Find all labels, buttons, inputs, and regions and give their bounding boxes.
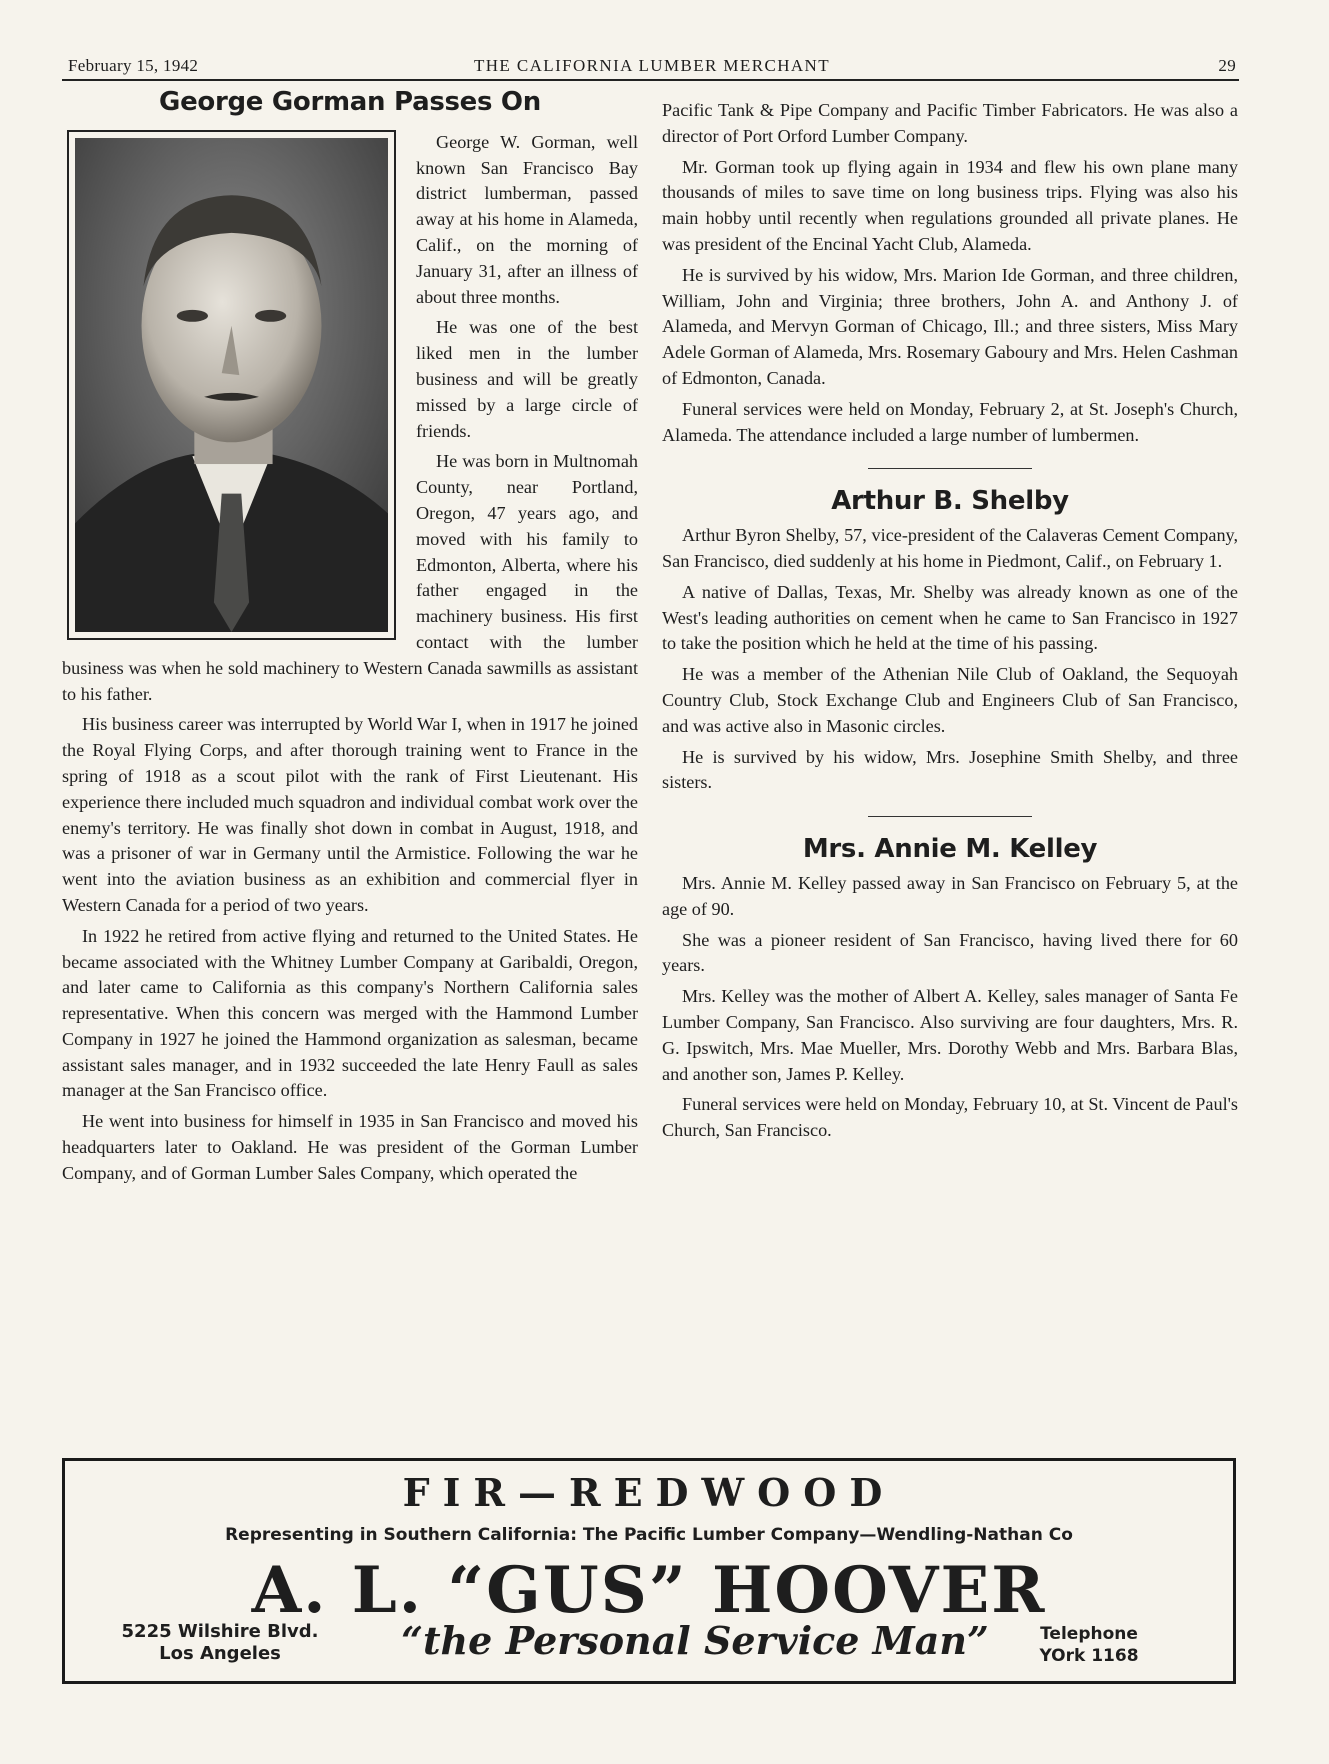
- ad-phone-number: YOrk 1168: [1039, 1646, 1139, 1666]
- portrait-photo: [75, 138, 388, 632]
- kelley-paragraph: Mrs. Annie M. Kelley passed away in San Francisco on February 5, at the age of 90.: [662, 872, 1238, 919]
- gorman-paragraph: In 1922 he retired from active flying and returned to the United States. He became associated with the Whitney Lumber Company at Garibaldi, Oregon, and later came to California as this company's Northern California sales representative. When this concern was merged with the Hammond Lumber Company in 1927 he joined the Hammond organization as salesman, became assistant sales manager, and in 1932 succeeded the late Henry Faull as sales manager at the San Francisco office.: [62, 925, 638, 1101]
- shelby-paragraph: Arthur Byron Shelby, 57, vice-president of the Calaveras Cement Company, San Francisco, died suddenly at his home in Piedmont, Calif., on February 1.: [662, 525, 1238, 571]
- shelby-title: Arthur B. Shelby: [831, 486, 1069, 517]
- section-divider: [868, 816, 1032, 817]
- right-column: [662, 98, 1238, 1149]
- header-rule: [62, 79, 1239, 81]
- gorman-paragraph: His business career was interrupted by World War I, when in 1917 he joined the Royal Flying Corps, and after thorough training went to France in the spring of 1918 as a scout pilot with the rank of First Lieutenant. His experience there included much squadron and individual combat work over the enemy's territory. He was finally shot down in combat in August, 1918, and was a prisoner of war in Germany until the Armistice. Following the war he went into the aviation business as an exhibition and commercial flyer in Western Canada for a period of two years.: [62, 714, 638, 915]
- kelley-title: Mrs. Annie M. Kelley: [802, 834, 1098, 865]
- issue-date: February 15, 1942: [68, 56, 199, 75]
- running-header: [68, 54, 1236, 78]
- shelby-paragraph: A native of Dallas, Texas, Mr. Shelby was already known as one of the West's leading authorities on cement when he came to San Francisco in 1927 to take the position which he held at the time of his passing.: [662, 581, 1238, 654]
- ad-representing: Representing in Southern California: The Pacific Lumber Company—Wendling-Nathan Co: [225, 1525, 1073, 1545]
- ad-address: [105, 1621, 335, 1665]
- ad-phone: [989, 1623, 1189, 1667]
- ad-phone-label: Telephone: [1040, 1624, 1138, 1644]
- shelby-paragraph: He is survived by his widow, Mrs. Josephine Smith Shelby, and three sisters.: [662, 746, 1238, 793]
- kelley-paragraph: Funeral services were held on Monday, February 10, at St. Vincent de Paul's Church, San Francisco.: [662, 1094, 1238, 1141]
- section-divider: [868, 468, 1032, 469]
- gorman-paragraph: He was born in Multnomah County, near Portland, Oregon, 47 years ago, and moved with his family to Edmonton, Alberta, where his father engaged in the machinery business. His first contact with the lumber business was when he sold machinery to Western Canada sawmills as assistant to his father.: [62, 451, 638, 704]
- gorman-continued-paragraph: He is survived by his widow, Mrs. Marion Ide Gorman, and three children, William, John and Virginia; three brothers, John A. and Anthony J. of Alameda, and Mervyn Gorman of Chicago, Ill.; and three sisters, Miss Mary Adele Gorman of Alameda, Mrs. Rosemary Gaboury and Mrs. Helen Cashman of Edmonton, Canada.: [662, 264, 1238, 388]
- publication-title: THE CALIFORNIA LUMBER MERCHANT: [473, 56, 831, 75]
- gorman-paragraph: He went into business for himself in 1935 in San Francisco and moved his headquarters later to Oakland. He was president of the Gorman Lumber Company, and of Gorman Lumber Sales Company, which operated the: [62, 1111, 638, 1183]
- ad-address-city: Los Angeles: [159, 1643, 281, 1664]
- kelley-paragraph: Mrs. Kelley was the mother of Albert A. Kelley, sales manager of Santa Fe Lumber Company, San Francisco. Also surviving are four daughters, Mrs. R. G. Ipswitch, Mrs. Mae Mueller, Mrs. Dorothy Webb and Mrs. Barbara Blas, and another son, James P. Kelley.: [662, 986, 1238, 1084]
- gorman-continued-paragraph: Mr. Gorman took up flying again in 1934 and flew his own plane many thousands of miles to save time on long business trips. Flying was also his main hobby until recently when regulations grounded all private planes. He was president of the Encinal Yacht Club, Alameda.: [662, 156, 1238, 254]
- ad-headline: FIR—REDWOOD: [402, 1470, 896, 1515]
- gorman-paragraph: George W. Gorman, well known San Francisco Bay district lumberman, passed away at his home in Alameda, Calif., on the morning of January 31, after an illness of about three months.: [416, 131, 638, 307]
- shelby-paragraph: He was a member of the Athenian Nile Club of Oakland, the Sequoyah Country Club, Stock Exchange Club and Engineers Club of San Francisco, and was active also in Masonic circles.: [662, 664, 1238, 736]
- hoover-advertisement: [62, 1458, 1236, 1684]
- kelley-paragraph: She was a pioneer resident of San Francisco, having lived there for 60 years.: [662, 929, 1238, 976]
- gorman-portrait: [67, 130, 396, 640]
- ad-address-street: 5225 Wilshire Blvd.: [121, 1621, 319, 1642]
- left-column: [62, 87, 638, 1192]
- gorman-title: George Gorman Passes On: [159, 87, 541, 117]
- ad-slogan: “the Personal Service Man”: [401, 1618, 989, 1663]
- gorman-continued-paragraph: Pacific Tank & Pipe Company and Pacific Timber Fabricators. He was also a director of Port Orford Lumber Company.: [662, 100, 1238, 146]
- ad-name: A. L. “GUS” HOOVER: [251, 1553, 1047, 1628]
- gorman-paragraph: He was one of the best liked men in the lumber business and will be greatly missed by a large circle of friends.: [416, 317, 638, 441]
- page-number: 29: [1218, 56, 1236, 75]
- gorman-continued-paragraph: Funeral services were held on Monday, February 2, at St. Joseph's Church, Alameda. The attendance included a large number of lumbermen.: [662, 398, 1238, 445]
